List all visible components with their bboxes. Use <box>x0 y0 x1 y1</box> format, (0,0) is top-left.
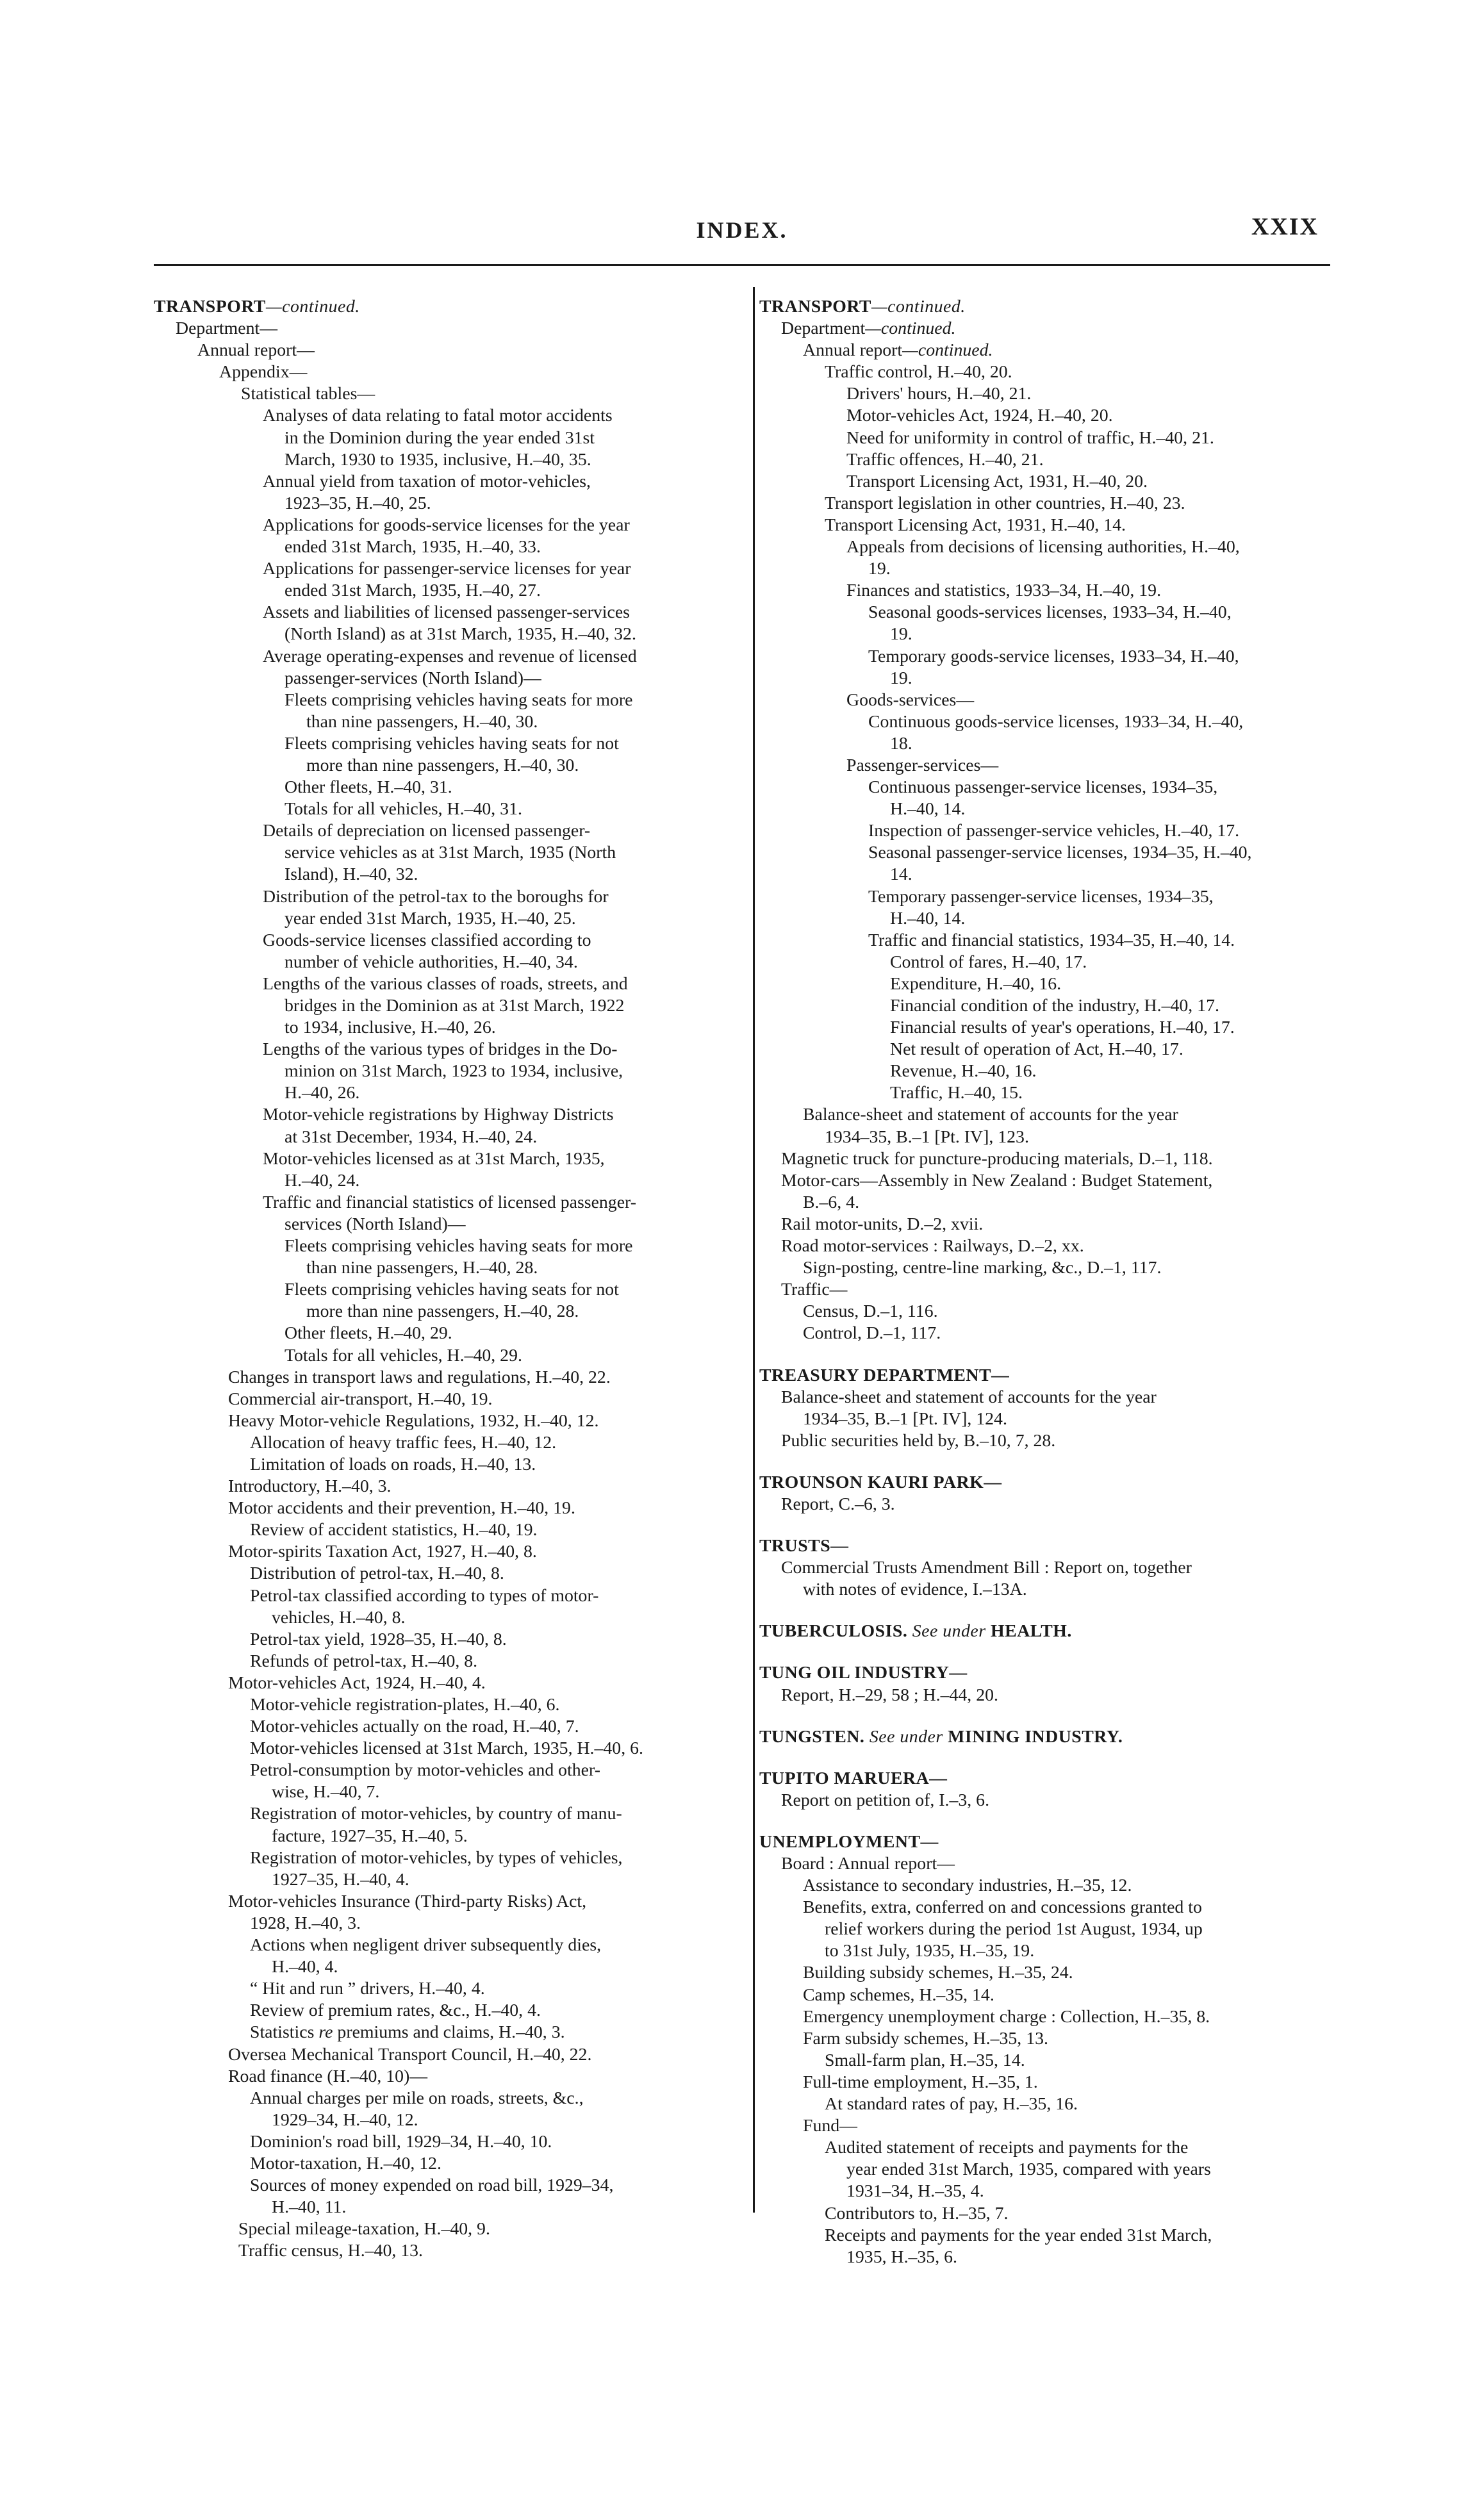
entry-spacer <box>759 1642 1336 1662</box>
index-entry: Expenditure, H.–40, 16. <box>890 973 1062 994</box>
index-entry: Traffic and financial statistics of licensed passenger- <box>263 1192 637 1212</box>
index-entry: At standard rates of pay, H.–35, 16. <box>825 2094 1078 2115</box>
index-entry: Motor-cars—Assembly in New Zealand : Budget Statement, <box>781 1170 1213 1191</box>
index-entry: Other fleets, H.–40, 29. <box>284 1323 452 1344</box>
index-entry: 1923–35, H.–40, 25. <box>284 493 431 513</box>
index-entry: Temporary goods-service licenses, 1933–34, H.–40, <box>868 646 1239 666</box>
page-number: XXIX <box>1251 213 1319 240</box>
index-entry: 1928, H.–40, 3. <box>250 1913 361 1933</box>
entry-spacer <box>759 1345 1336 1365</box>
index-entry: Sign-posting, centre-line marking, &c., D.–1, 117. <box>803 1258 1162 1278</box>
index-entry: Building subsidy schemes, H.–35, 24. <box>803 1963 1073 1983</box>
index-entry: Distribution of the petrol-tax to the boroughs for <box>263 886 609 907</box>
index-entry: Totals for all vehicles, H.–40, 29. <box>284 1345 522 1365</box>
index-entry: Appendix— <box>219 362 308 383</box>
index-entry: Motor-vehicles licensed at 31st March, 1935, H.–40, 6. <box>250 1738 643 1759</box>
index-entry: Appeals from decisions of licensing authorities, H.–40, <box>846 537 1240 557</box>
index-entry: Commercial Trusts Amendment Bill : Report on, together <box>781 1558 1192 1578</box>
index-entry: Report on petition of, I.–3, 6. <box>781 1790 990 1810</box>
index-entry: Sources of money expended on road bill, 1929–34, <box>250 2175 614 2196</box>
index-entry: Other fleets, H.–40, 31. <box>284 777 452 798</box>
index-entry: service vehicles as at 31st March, 1935 (North <box>284 843 616 863</box>
index-entry: H.–40, 4. <box>272 1957 338 1977</box>
index-entry: Fleets comprising vehicles having seats for more <box>284 1236 633 1257</box>
index-entry: Drivers' hours, H.–40, 21. <box>846 384 1032 404</box>
index-entry: 1929–34, H.–40, 12. <box>272 2109 418 2130</box>
index-heading: TRANSPORT—continued. <box>759 297 966 317</box>
index-entry: Census, D.–1, 116. <box>803 1301 938 1322</box>
index-entry: Small-farm plan, H.–35, 14. <box>825 2050 1025 2070</box>
index-entry: Motor-vehicles Act, 1924, H.–40, 4. <box>228 1672 486 1693</box>
index-entry: 18. <box>890 733 912 754</box>
index-entry: Control of fares, H.–40, 17. <box>890 952 1087 972</box>
index-entry: facture, 1927–35, H.–40, 5. <box>272 1826 468 1846</box>
index-entry: Public securities held by, B.–10, 7, 28. <box>781 1430 1056 1451</box>
index-entry: Department—continued. <box>781 318 956 339</box>
index-entry: Heavy Motor-vehicle Regulations, 1932, H.–40, 12. <box>228 1410 599 1431</box>
index-entry: Net result of operation of Act, H.–40, 17. <box>890 1039 1183 1060</box>
index-heading: TRANSPORT—continued. <box>154 297 360 317</box>
index-entry: Applications for goods-service licenses for the year <box>263 515 630 535</box>
index-entry: Annual yield from taxation of motor-vehicles, <box>263 471 591 491</box>
index-entry: 14. <box>890 864 912 885</box>
index-entry: Actions when negligent driver subsequently dies, <box>250 1935 602 1956</box>
index-entry: 1935, H.–35, 6. <box>846 2247 957 2267</box>
index-entry: Road finance (H.–40, 10)— <box>228 2066 428 2086</box>
index-entry: Totals for all vehicles, H.–40, 31. <box>284 799 522 820</box>
index-entry: relief workers during the period 1st August, 1934, up <box>825 1919 1203 1940</box>
index-heading: TUBERCULOSIS. See under HEALTH. <box>759 1621 1072 1642</box>
index-entry: Rail motor-units, D.–2, xvii. <box>781 1214 984 1234</box>
index-entry: H.–40, 26. <box>284 1083 360 1103</box>
index-entry: H.–40, 24. <box>284 1170 360 1191</box>
right-column <box>759 296 1336 2268</box>
index-entry: passenger-services (North Island)— <box>284 668 541 688</box>
index-entry: Report, H.–29, 58 ; H.–44, 20. <box>781 1685 998 1705</box>
index-entry: with notes of evidence, I.–13A. <box>803 1579 1027 1600</box>
index-entry: Fleets comprising vehicles having seats for not <box>284 1280 619 1300</box>
index-entry: Commercial air-transport, H.–40, 19. <box>228 1389 493 1409</box>
index-entry: minion on 31st March, 1923 to 1934, inclusive, <box>284 1061 623 1082</box>
entry-spacer <box>759 1601 1336 1621</box>
index-entry: Need for uniformity in control of traffic, H.–40, 21. <box>846 427 1214 448</box>
index-entry: (North Island) as at 31st March, 1935, H.–40, 32. <box>284 624 636 645</box>
index-entry: year ended 31st March, 1935, compared with years <box>846 2159 1211 2180</box>
index-entry: H.–40, 14. <box>890 908 966 928</box>
index-entry: Traffic control, H.–40, 20. <box>825 362 1012 383</box>
index-entry: “ Hit and run ” drivers, H.–40, 4. <box>250 1979 485 1999</box>
index-entry: Motor-spirits Taxation Act, 1927, H.–40, 8. <box>228 1542 537 1562</box>
index-entry: Registration of motor-vehicles, by types of vehicles, <box>250 1847 623 1868</box>
index-entry: Benefits, extra, conferred on and concessions granted to <box>803 1897 1202 1918</box>
index-entry: Changes in transport laws and regulations, H.–40, 22. <box>228 1367 611 1387</box>
index-entry: Motor-vehicles Act, 1924, H.–40, 20. <box>846 406 1113 426</box>
entry-spacer <box>759 1811 1336 1831</box>
index-entry: in the Dominion during the year ended 31st <box>284 427 595 448</box>
index-entry: Review of accident statistics, H.–40, 19. <box>250 1520 538 1540</box>
index-entry: Refunds of petrol-tax, H.–40, 8. <box>250 1651 478 1671</box>
page-title: INDEX. <box>696 217 788 243</box>
index-entry: Audited statement of receipts and payments for the <box>825 2138 1189 2158</box>
index-entry: more than nine passengers, H.–40, 28. <box>306 1301 579 1322</box>
index-entry: Analyses of data relating to fatal motor accidents <box>263 406 613 426</box>
column-divider <box>753 287 755 2213</box>
index-entry: Full-time employment, H.–35, 1. <box>803 2072 1038 2092</box>
index-entry: 19. <box>890 624 912 645</box>
index-entry: Petrol-consumption by motor-vehicles and other- <box>250 1760 600 1781</box>
index-entry: ended 31st March, 1935, H.–40, 33. <box>284 537 541 557</box>
index-entry: Seasonal passenger-service licenses, 1934–35, H.–40, <box>868 843 1252 863</box>
index-entry: vehicles, H.–40, 8. <box>272 1607 406 1628</box>
index-entry: Motor-vehicles actually on the road, H.–40, 7. <box>250 1717 579 1737</box>
index-entry: Motor-taxation, H.–40, 12. <box>250 2153 441 2173</box>
index-entry: number of vehicle authorities, H.–40, 34. <box>284 952 578 972</box>
index-entry: Average operating-expenses and revenue of licensed <box>263 646 637 666</box>
index-heading: TROUNSON KAURI PARK— <box>759 1472 1002 1492</box>
index-entry: Statistics re premiums and claims, H.–40, 3. <box>250 2022 565 2043</box>
entry-spacer <box>759 1452 1336 1472</box>
index-entry: B.–6, 4. <box>803 1192 860 1212</box>
index-entry: Road motor-services : Railways, D.–2, xx. <box>781 1236 1084 1257</box>
index-entry: to 31st July, 1935, H.–35, 19. <box>825 1941 1035 1961</box>
index-entry: Allocation of heavy traffic fees, H.–40, 12. <box>250 1432 557 1453</box>
index-entry: Balance-sheet and statement of accounts for the year <box>781 1387 1157 1407</box>
index-entry: Goods-services— <box>846 689 975 710</box>
index-entry: Department— <box>176 318 278 339</box>
index-entry: Motor-vehicles Insurance (Third-party Risks) Act, <box>228 1891 587 1911</box>
index-entry: 1927–35, H.–40, 4. <box>272 1869 409 1890</box>
index-entry: Transport Licensing Act, 1931, H.–40, 14. <box>825 515 1126 535</box>
index-entry: Traffic— <box>781 1280 848 1300</box>
index-entry: Contributors to, H.–35, 7. <box>825 2203 1009 2223</box>
index-entry: Board : Annual report— <box>781 1854 955 1874</box>
index-entry: Report, C.–6, 3. <box>781 1494 895 1514</box>
index-entry: March, 1930 to 1935, inclusive, H.–40, 35. <box>284 449 591 470</box>
index-entry: more than nine passengers, H.–40, 30. <box>306 755 579 775</box>
index-entry: Limitation of loads on roads, H.–40, 13. <box>250 1454 536 1474</box>
index-heading: TUNG OIL INDUSTRY— <box>759 1663 968 1683</box>
index-entry: Oversea Mechanical Transport Council, H.–40, 22. <box>228 2044 592 2065</box>
index-entry: Temporary passenger-service licenses, 1934–35, <box>868 886 1214 907</box>
index-entry: Annual report—continued. <box>803 340 993 361</box>
index-entry: Applications for passenger-service licenses for year <box>263 559 631 579</box>
index-entry: 1931–34, H.–35, 4. <box>846 2181 984 2202</box>
index-entry: Special mileage-taxation, H.–40, 9. <box>238 2219 490 2239</box>
index-entry: Receipts and payments for the year ended 31st March, <box>825 2225 1212 2245</box>
index-entry: Fleets comprising vehicles having seats for more <box>284 689 633 710</box>
index-entry: Review of premium rates, &c., H.–40, 4. <box>250 2000 541 2021</box>
left-column <box>154 296 743 2262</box>
index-entry: Details of depreciation on licensed passenger- <box>263 821 591 841</box>
index-entry: Assets and liabilities of licensed passenger-services <box>263 602 630 623</box>
index-entry: Motor-vehicle registrations by Highway Districts <box>263 1105 614 1125</box>
index-entry: Financial condition of the industry, H.–40, 17. <box>890 996 1219 1016</box>
index-entry: 19. <box>890 668 912 688</box>
index-entry: Distribution of petrol-tax, H.–40, 8. <box>250 1563 504 1584</box>
index-entry: than nine passengers, H.–40, 30. <box>306 711 538 732</box>
index-entry: Annual charges per mile on roads, streets, &c., <box>250 2088 584 2108</box>
index-entry: Introductory, H.–40, 3. <box>228 1476 392 1497</box>
index-entry: Traffic census, H.–40, 13. <box>238 2241 423 2261</box>
index-entry: Traffic and financial statistics, 1934–35, H.–40, 14. <box>868 930 1235 950</box>
index-entry: Petrol-tax yield, 1928–35, H.–40, 8. <box>250 1629 507 1649</box>
index-entry: Motor-vehicle registration-plates, H.–40, 6. <box>250 1695 560 1715</box>
index-entry: Registration of motor-vehicles, by country of manu- <box>250 1804 622 1824</box>
index-entry: bridges in the Dominion as at 31st March, 1922 <box>284 996 625 1016</box>
index-entry: Petrol-tax classified according to types of motor- <box>250 1585 599 1606</box>
index-entry: to 1934, inclusive, H.–40, 26. <box>284 1018 496 1038</box>
index-entry: services (North Island)— <box>284 1214 466 1234</box>
index-heading: TUPITO MARUERA— <box>759 1768 948 1788</box>
entry-spacer <box>759 1748 1336 1768</box>
index-entry: Goods-service licenses classified according to <box>263 930 591 950</box>
index-entry: Inspection of passenger-service vehicles, H.–40, 17. <box>868 821 1240 841</box>
index-entry: Passenger-services— <box>846 755 999 775</box>
index-entry: H.–40, 11. <box>272 2197 347 2218</box>
index-entry: Continuous passenger-service licenses, 1934–35, <box>868 777 1218 798</box>
index-entry: Continuous goods-service licenses, 1933–34, H.–40, <box>868 711 1244 732</box>
index-entry: Revenue, H.–40, 16. <box>890 1061 1037 1082</box>
index-entry: wise, H.–40, 7. <box>272 1782 380 1802</box>
index-entry: Motor accidents and their prevention, H.–40, 19. <box>228 1498 575 1519</box>
index-entry: Control, D.–1, 117. <box>803 1323 941 1344</box>
index-entry: Emergency unemployment charge : Collection, H.–35, 8. <box>803 2006 1210 2027</box>
index-entry: Transport legislation in other countries, H.–40, 23. <box>825 493 1185 513</box>
index-entry: Camp schemes, H.–35, 14. <box>803 1984 994 2005</box>
entry-spacer <box>759 1706 1336 1726</box>
index-entry: 1934–35, B.–1 [Pt. IV], 124. <box>803 1408 1007 1429</box>
index-entry: Lengths of the various types of bridges in the Do- <box>263 1039 618 1060</box>
index-entry: H.–40, 14. <box>890 799 966 820</box>
index-entry: Fund— <box>803 2116 857 2136</box>
index-entry: 19. <box>868 559 891 579</box>
index-entry: Transport Licensing Act, 1931, H.–40, 20. <box>846 471 1148 491</box>
index-heading: TREASURY DEPARTMENT— <box>759 1365 1010 1385</box>
index-entry: Annual report— <box>197 340 315 361</box>
index-entry: year ended 31st March, 1935, H.–40, 25. <box>284 908 576 928</box>
index-entry: Assistance to secondary industries, H.–35, 12. <box>803 1876 1132 1896</box>
index-entry: Balance-sheet and statement of accounts for the year <box>803 1105 1178 1125</box>
index-entry: Farm subsidy schemes, H.–35, 13. <box>803 2028 1048 2049</box>
entry-spacer <box>759 1515 1336 1535</box>
index-entry: Traffic offences, H.–40, 21. <box>846 449 1044 470</box>
index-entry: at 31st December, 1934, H.–40, 24. <box>284 1126 538 1147</box>
index-entry: 1934–35, B.–1 [Pt. IV], 123. <box>825 1126 1029 1147</box>
index-entry: Financial results of year's operations, H.–40, 17. <box>890 1018 1235 1038</box>
index-entry: Statistical tables— <box>241 384 375 404</box>
index-heading: TRUSTS— <box>759 1536 849 1556</box>
header-rule <box>154 264 1330 266</box>
index-entry: Lengths of the various classes of roads, streets, and <box>263 973 628 994</box>
index-heading: TUNGSTEN. See under MINING INDUSTRY. <box>759 1726 1123 1747</box>
index-entry: Fleets comprising vehicles having seats for not <box>284 733 619 754</box>
index-heading: UNEMPLOYMENT— <box>759 1831 939 1852</box>
index-entry: Finances and statistics, 1933–34, H.–40, 19. <box>846 581 1162 601</box>
index-entry: Traffic, H.–40, 15. <box>890 1083 1023 1103</box>
index-entry: ended 31st March, 1935, H.–40, 27. <box>284 581 541 601</box>
index-entry: Dominion's road bill, 1929–34, H.–40, 10. <box>250 2131 552 2152</box>
index-entry: than nine passengers, H.–40, 28. <box>306 1258 538 1278</box>
index-entry: Motor-vehicles licensed as at 31st March, 1935, <box>263 1148 605 1169</box>
index-entry: Island), H.–40, 32. <box>284 864 418 885</box>
index-entry: Magnetic truck for puncture-producing materials, D.–1, 118. <box>781 1148 1213 1169</box>
index-entry: Seasonal goods-services licenses, 1933–34, H.–40, <box>868 602 1232 623</box>
